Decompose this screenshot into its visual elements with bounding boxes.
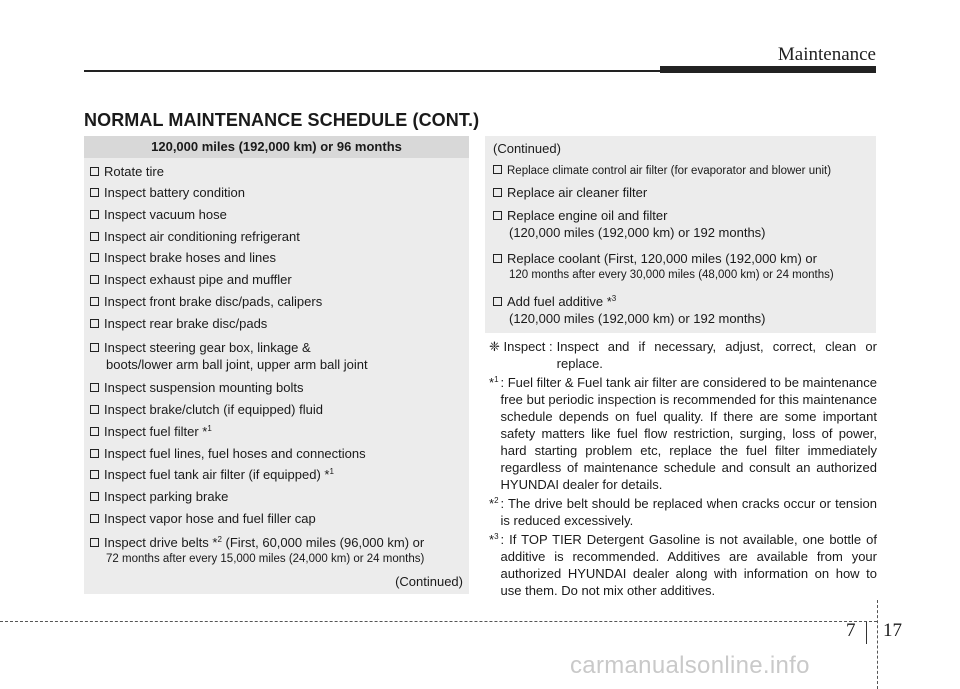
footnote-ref: 1 — [329, 467, 334, 476]
footnote-ref: 1 — [207, 424, 212, 433]
list-item: Inspect vapor hose and fuel filler cap — [90, 510, 316, 527]
checkbox-icon — [90, 449, 99, 458]
list-item: Inspect battery condition — [90, 184, 245, 201]
right-schedule-panel — [485, 136, 876, 333]
checkbox-icon — [90, 383, 99, 392]
checkbox-icon — [493, 188, 502, 197]
footnote-3 — [489, 531, 877, 599]
list-item: Inspect air conditioning refrigerant — [90, 228, 300, 245]
note-marker: *$^2$ — [489, 496, 499, 511]
checkbox-icon — [90, 343, 99, 352]
checkbox-icon — [493, 297, 502, 306]
checkbox-icon — [90, 492, 99, 501]
note-marker: ❈ Inspect : — [489, 339, 553, 354]
list-item-continuation: boots/lower arm ball joint, upper arm ball joint — [106, 357, 368, 372]
footer-rule — [0, 621, 877, 622]
list-item: Inspect parking brake — [90, 488, 228, 505]
checkbox-icon — [90, 188, 99, 197]
footnotes — [489, 338, 877, 601]
checkbox-icon — [90, 275, 99, 284]
checkbox-icon — [90, 405, 99, 414]
list-item: Replace engine oil and filter (120,000 miles (192,000 km) or 192 months) — [493, 207, 766, 241]
checkbox-icon — [90, 253, 99, 262]
footnote-ref: 3 — [611, 294, 617, 303]
list-item: Inspect drive belts *$^2$ (First, 60,000 miles (96,000 km) or 72 months after every 15,000 miles (24,000 km) or 24 months) — [90, 534, 424, 568]
checkbox-icon — [493, 254, 502, 263]
header-bar — [660, 66, 876, 73]
checkbox-icon — [90, 514, 99, 523]
page-separator — [866, 622, 867, 644]
list-item: Replace coolant (First, 120,000 miles (192,000 km) or 120 months after every 30,000 miles (48,000 km) or 24 months) — [493, 250, 834, 284]
list-item: Inspect exhaust pipe and muffler — [90, 271, 292, 288]
note-marker: *$^1$ — [489, 375, 499, 390]
checkbox-icon — [90, 297, 99, 306]
list-item: Inspect suspension mounting bolts — [90, 379, 303, 396]
watermark: carmanualsonline.info — [570, 652, 810, 679]
checkbox-icon — [493, 165, 502, 174]
header-title: Maintenance — [777, 44, 876, 65]
checkbox-icon — [493, 211, 502, 220]
list-item: Inspect fuel lines, fuel hoses and connections — [90, 445, 366, 462]
checkbox-icon — [90, 427, 99, 436]
checkbox-icon — [90, 210, 99, 219]
note-text: : The drive belt should be replaced when cracks occur or tension is reduced excessively. — [500, 496, 877, 528]
list-item: Inspect brake hoses and lines — [90, 249, 276, 266]
checkbox-icon — [90, 232, 99, 241]
page-number: 17 — [883, 620, 902, 641]
list-item: Inspect fuel tank air filter (if equipped) *$^1$ — [90, 466, 334, 483]
checkbox-icon — [90, 167, 99, 176]
list-item: Replace climate control air filter (for evaporator and blower unit) — [493, 163, 831, 180]
continued-label: (Continued) — [395, 574, 463, 589]
list-item: Replace air cleaner filter — [493, 184, 647, 201]
note-text: Inspect and if necessary, adjust, correct, clean or replace. — [556, 339, 877, 371]
footnote-1 — [489, 374, 877, 493]
list-item: Inspect front brake disc/pads, calipers — [90, 293, 322, 310]
list-item: Rotate tire — [90, 163, 164, 180]
footnote-2 — [489, 495, 877, 529]
header-rule — [84, 70, 660, 72]
checkbox-icon — [90, 538, 99, 547]
list-item: Inspect steering gear box, linkage & boots/lower arm ball joint, upper arm ball joint — [90, 339, 368, 373]
note-marker: *$^3$ — [489, 532, 499, 547]
note-text: : Fuel filter & Fuel tank air filter are considered to be maintenance free but periodic inspection is recommended for this maintenance schedule depends on fuel quality. If there are some important safety matters like fuel flow restriction, surging, loss of power, hard starting problem etc, replace the fuel filter immediately regardless of maintenance schedule and consult an authorized HYUNDAI dealer for details. — [500, 375, 877, 492]
note-inspect — [489, 338, 877, 372]
left-schedule-panel — [84, 136, 469, 594]
list-item-continuation: (120,000 miles (192,000 km) or 192 months) — [509, 225, 766, 240]
footer-vertical-rule — [877, 600, 878, 689]
footnote-ref: 2 — [217, 535, 222, 544]
continued-label: (Continued) — [493, 141, 561, 156]
section-title: NORMAL MAINTENANCE SCHEDULE (CONT.) — [84, 110, 480, 130]
list-item: Inspect vacuum hose — [90, 206, 227, 223]
list-item-continuation: 72 months after every 15,000 miles (24,000 km) or 24 months) — [106, 553, 425, 565]
list-item: Add fuel additive *$^3$ (120,000 miles (192,000 km) or 192 months) — [493, 293, 766, 327]
note-text: : If TOP TIER Detergent Gasoline is not available, one bottle of additive is recommended. Additives are available from your authorized HYUNDAI dealer along with information on how to use them. Do not mix other additives. — [500, 532, 877, 598]
chapter-number: 7 — [846, 620, 856, 641]
list-item: Inspect fuel filter *$^1$ — [90, 423, 212, 440]
list-item: Inspect rear brake disc/pads — [90, 315, 267, 332]
list-item-continuation: (120,000 miles (192,000 km) or 192 months) — [509, 311, 766, 326]
checkbox-icon — [90, 319, 99, 328]
list-item-continuation: 120 months after every 30,000 miles (48,000 km) or 24 months) — [509, 269, 834, 281]
left-panel-heading: 120,000 miles (192,000 km) or 96 months — [84, 136, 469, 158]
list-item: Inspect brake/clutch (if equipped) fluid — [90, 401, 323, 418]
checkbox-icon — [90, 470, 99, 479]
